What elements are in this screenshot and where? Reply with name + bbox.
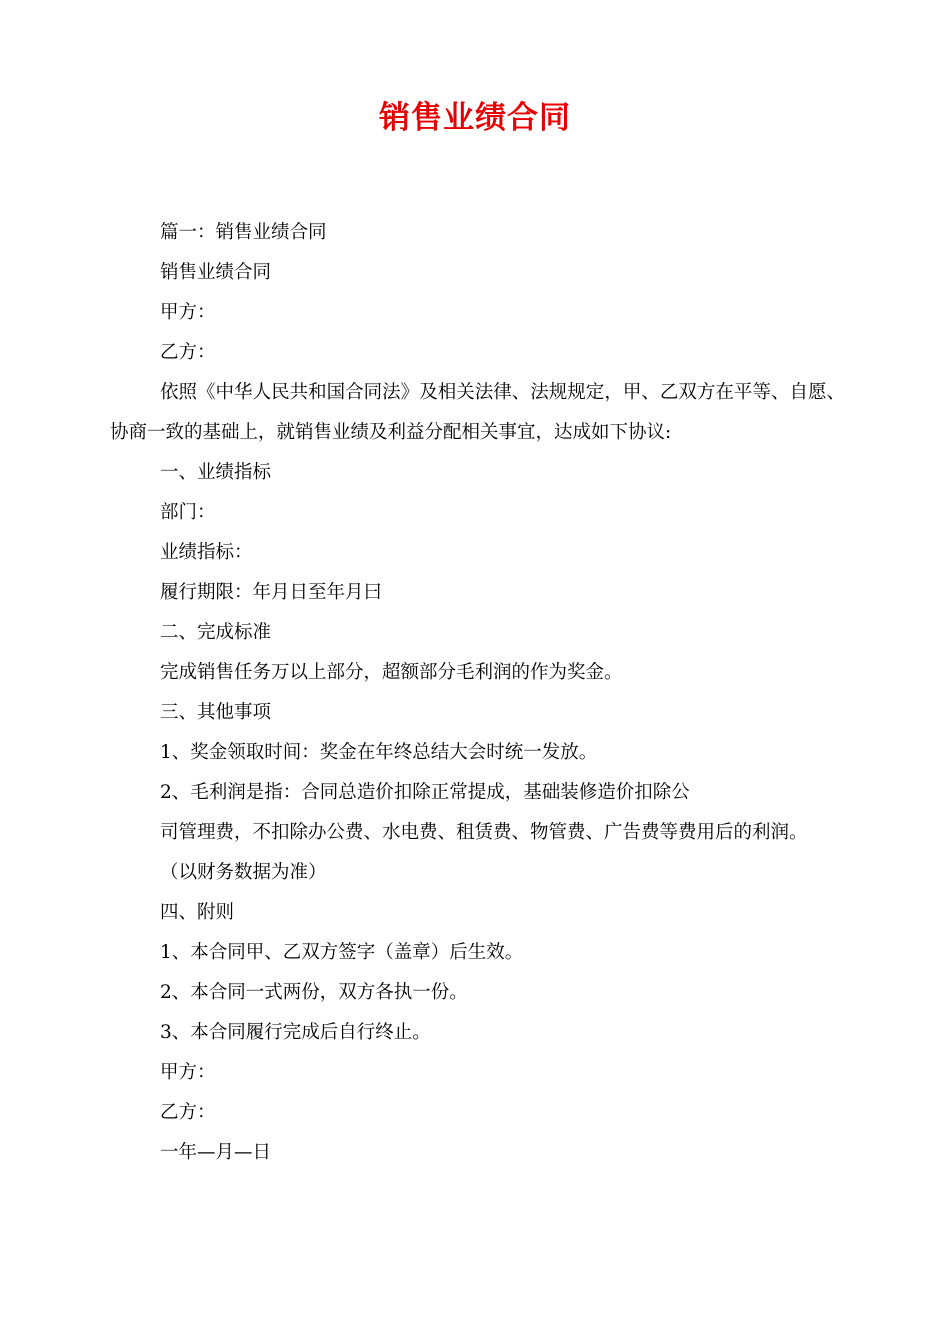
section-heading-other: 三、其他事项 — [160, 702, 272, 723]
document-title: 销售业绩合同 — [379, 100, 571, 136]
paragraph-finance-note: （以财务数据为准） — [160, 862, 327, 883]
paragraph-signature-party-a: 甲方： — [160, 1062, 216, 1083]
paragraph-signature-party-b: 乙方： — [160, 1102, 216, 1123]
paragraph-gross-profit-continued: 司管理费，不扣除办公费、水电费、租赁费、物管费、广告费等费用后的利润。 — [160, 822, 808, 843]
paragraph-effective: 1、本合同甲、乙双方签字（盖章）后生效。 — [160, 942, 524, 963]
paragraph-department: 部门： — [160, 502, 216, 523]
document-body — [110, 213, 845, 1173]
paragraph-contract-name: 销售业绩合同 — [160, 262, 272, 283]
paragraph-performance-target: 业绩指标： — [160, 542, 253, 563]
paragraph-bonus-time: 1、奖金领取时间：奖金在年终总结大会时统一发放。 — [160, 742, 598, 763]
paragraph-date: 一年—月—日 — [160, 1142, 272, 1163]
paragraph-party-a: 甲方： — [160, 302, 216, 323]
section-heading-targets: 一、业绩指标 — [160, 462, 272, 483]
paragraph-preamble: 依照《中华人民共和国合同法》及相关法律、法规规定，甲、乙双方在平等、自愿、协商一致的基础上，就销售业绩及利益分配相关事宜，达成如下协议: — [110, 382, 845, 443]
paragraph-copies: 2、本合同一式两份，双方各执一份。 — [160, 982, 468, 1003]
paragraph-term: 履行期限：年月日至年月曰 — [160, 582, 383, 603]
paragraph-termination: 3、本合同履行完成后自行终止。 — [160, 1022, 431, 1043]
paragraph-party-b: 乙方： — [160, 342, 216, 363]
paragraph-gross-profit: 2、毛利润是指：合同总造价扣除正常提成，基础装修造价扣除公 — [160, 782, 690, 803]
section-heading-standard: 二、完成标准 — [160, 622, 272, 643]
section-heading-supplementary: 四、附则 — [160, 902, 235, 923]
paragraph-heading-article-1: 篇一：销售业绩合同 — [160, 222, 327, 243]
paragraph-standard: 完成销售任务万以上部分，超额部分毛利润的作为奖金。 — [160, 662, 623, 683]
